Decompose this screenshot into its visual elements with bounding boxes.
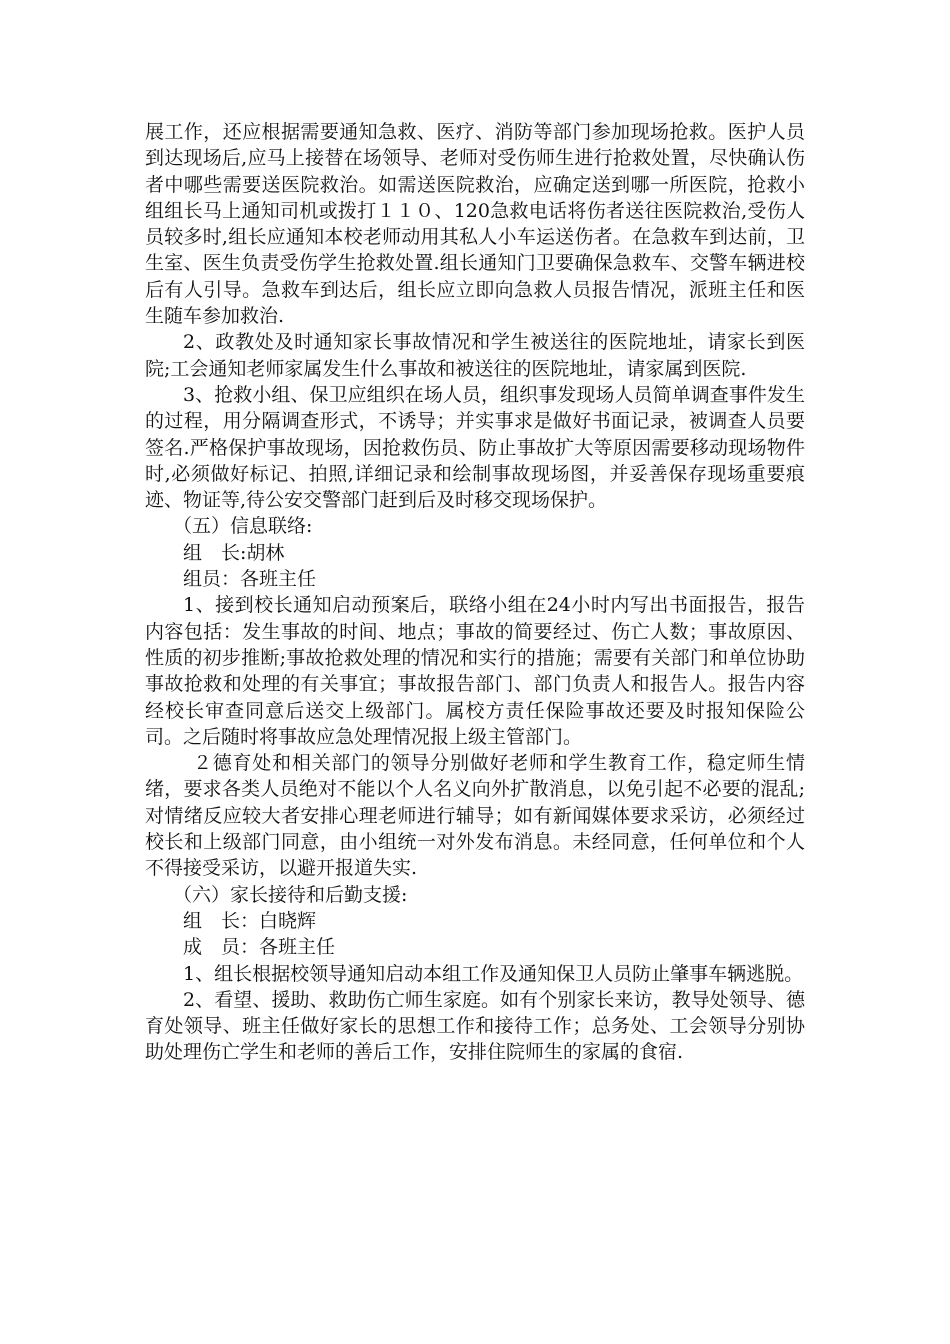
section-heading-parent-reception: （六）家长接待和后勤支援: [173,883,408,906]
paragraph-notify-parents: 2、政教处及时通知家长事故情况和学生被送往的医院地址，请家长到医院;工会通知老师家属发生什么事故和被送往的医院地址，请家属到医院. [145,331,805,380]
paragraph-rescue-continuation: 展工作，还应根据需要通知急救、医疗、消防等部门参加现场抢救。医护人员到达现场后,应马上接替在场领导、老师对受伤师生进行抢救处置，尽快确认伤者中哪些需要送医院救治。如需送医院救治，应确定送到哪一所医院，抢救小组组长马上通知司机或拨打１１０、120急救电话将伤者送往医院救治,受伤人员较多时,组长应通知本校老师动用其私人小车运送伤者。在急救车到达前，卫生室、医生负责受伤学生抢救处置.组长通知门卫要确保急救车、交警车辆进校后有人引导。急救车到达后，组长应立即向急救人员报告情况，派班主任和医生随车参加救治. [145,121,805,328]
role-leader-liaison: 组 长:胡林 [183,541,285,564]
paragraph-investigation: 3、抢救小组、保卫应组织在场人员，组织事发现场人员简单调查事件发生的过程，用分隔调查形式，不诱导；并实事求是做好书面记录，被调查人员要签名.严格保护事故现场，因抢救伤员、防止事故扩大等原因需要移动现场物件时,必须做好标记、拍照,详细记录和绘制事故现场图，并妥善保存现场重要痕迹、物证等,待公安交警部门赶到后及时移交现场保护。 [145,383,805,512]
paragraph-visit-families: 2、看望、援助、救助伤亡师生家庭。如有个别家长来访，教导处领导、德育处领导、班主任做好家长的思想工作和接待工作；总务处、工会领导分别协助处理伤亡学生和老师的善后工作，安排住院师生的家属的食宿. [145,988,805,1064]
paragraph-written-report: 1、接到校长通知启动预案后，联络小组在24小时内写出书面报告，报告内容包括：发生事故的时间、地点；事故的简要经过、伤亡人数；事故原因、性质的初步推断;事故抢救处理的情况和实行的措施；需要有关部门和单位协助事故抢救和处理的有关事宜；事故报告部门、部门负责人和报告人。报告内容经校长审查同意后送交上级部门。属校方责任保险事故还要及时报知保险公司。之后随时将事故应急处理情况报上级主管部门。 [145,594,805,748]
paragraph-education-work: ２德育处和相关部门的领导分别做好老师和学生教育工作，稳定师生情绪，要求各类人员绝对不能以个人名义向外扩散消息，以免引起不必要的混乱;对情绪反应较大者安排心理老师进行辅导；如有新闻媒体要求采访，必须经过校长和上级部门同意，由小组统一对外发布消息。未经同意，任何单位和个人不得接受采访，以避开报道失实. [145,752,805,880]
paragraph-start-work: 1、组长根据校领导通知启动本组工作及通知保卫人员防止肇事车辆逃脱。 [183,962,804,985]
role-members-reception: 成 员：各班主任 [183,936,336,959]
document-body [145,119,805,1066]
role-leader-reception: 组 长：白晓辉 [183,909,317,932]
role-members-liaison: 组员：各班主任 [183,568,317,591]
section-heading-info-liaison: （五）信息联络: [173,515,313,538]
